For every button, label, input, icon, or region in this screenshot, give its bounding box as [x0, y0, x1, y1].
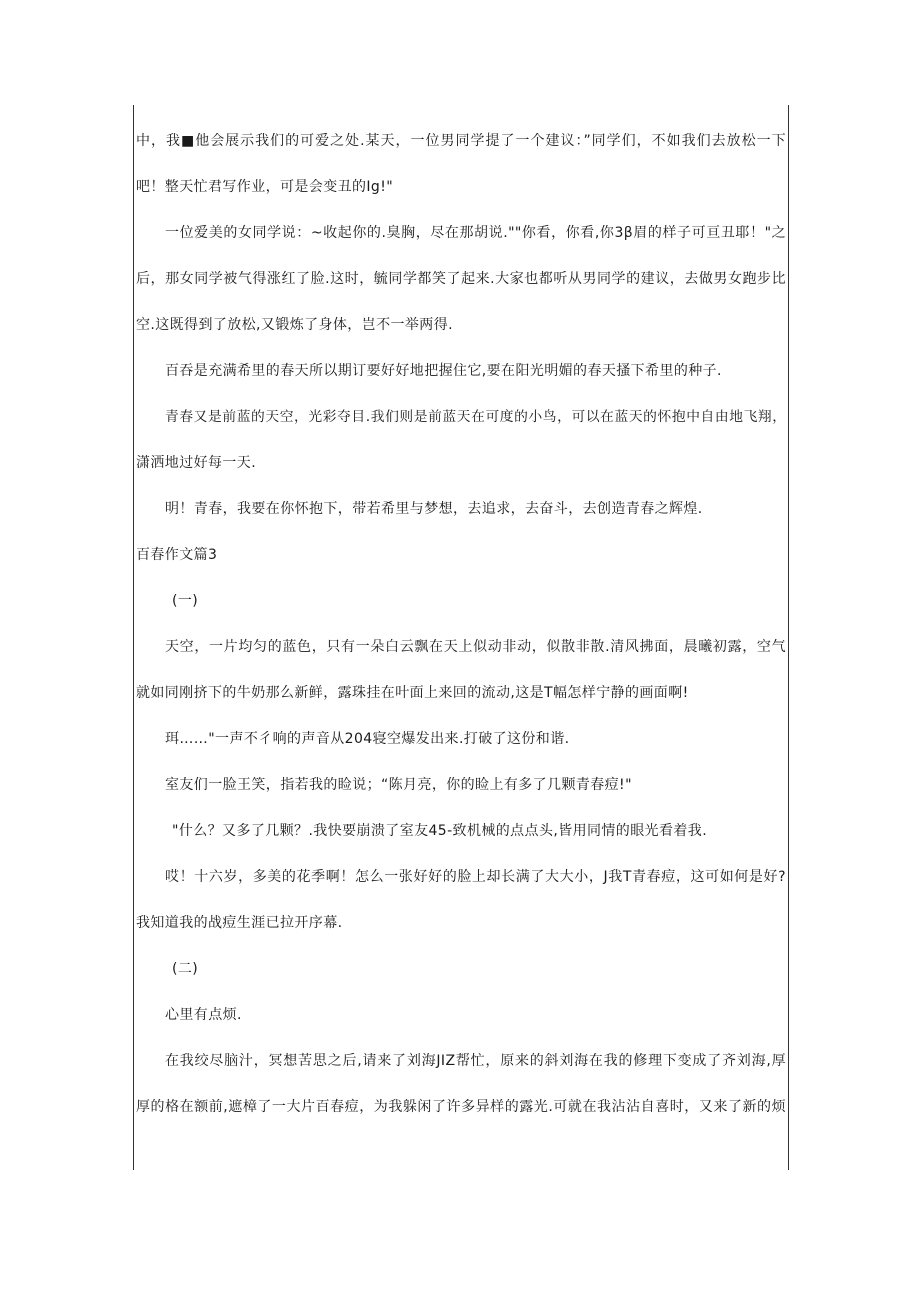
paragraph-line: 天空，一片均匀的蓝色，只有一朵白云飘在天上似动非动，似散非散.清风拂面，晨曦初露，空气 — [165, 639, 786, 655]
paragraph-line: 一位爱美的女同学说：~收起你的.臭胸，尽在那胡说.""你看，你看,你3β眉的样子可亘丑耶！"之 — [165, 225, 786, 241]
paragraph-line: 室友们一脸王笑，指若我的睑说；“陈月亮，你的睑上有多了几颗青春痘!" — [165, 777, 632, 793]
page-border-right — [788, 105, 789, 1170]
subsection-marker: (一) — [172, 593, 199, 609]
paragraph-line: 心里有点烦. — [165, 1007, 242, 1023]
page-border-left — [133, 105, 134, 1170]
paragraph-line: 吧！整天忙君写作业，可是会变丑的Ig!" — [136, 179, 394, 195]
paragraph-line: 潇洒地过好每一天. — [136, 455, 257, 471]
paragraph-line: 后，那女同学被气得涨红了脸.这时，毓同学都笑了起来.大家也都听从男同学的建议，去做男女跑步比 — [136, 271, 786, 287]
paragraph-line: 就如同刚挤下的牛奶那么新鲜，露珠挂在叶面上来回的流动,这是T幅怎样宁静的画面啊! — [136, 685, 689, 701]
paragraph-line: 我知道我的战痘生涯已拉开序幕. — [136, 915, 343, 931]
paragraph-line: 明！青春，我要在你怀抱下，带若希里与梦想，去追求，去奋斗，去创造青春之辉煌. — [165, 501, 703, 517]
document-body — [136, 118, 786, 1130]
paragraph-line: 在我绞尽脑汁，冥想苦思之后,请来了刘海JIZ帮忙，原来的斜刘海在我的修理下变成了齐刘海,厚 — [165, 1053, 786, 1069]
paragraph-line: 中，我■他会展示我们的可爱之处.某天，一位男同学提了一个建议：”同学们，不如我们去放松一下 — [136, 133, 786, 149]
paragraph-line: 百吞是充满希里的春天所以期订要好好地把握住它,要在阳光明媚的春天搔下希里的种子. — [165, 363, 722, 379]
paragraph-line: 青春又是前蓝的天空，光彩夺目.我们则是前蓝天在可度的小鸟，可以在蓝天的怀抱中自由地飞翔， — [165, 409, 786, 425]
paragraph-line: 珥……"一声不彳响的声音从204寝空爆发出来.打破了这份和谐. — [165, 731, 570, 747]
subsection-marker: (二) — [172, 961, 199, 977]
paragraph-line: 空.这既得到了放松,又锻炼了身体，岂不一举两得. — [136, 317, 453, 333]
paragraph-line: 哎！十六岁，多美的花季啊！怎么一张好好的脸上却长满了大大小，J我T青春痘，这可如何是好? — [165, 869, 786, 885]
paragraph-line: 厚的格在额前,遮樟了一大片百春痘，为我躲闲了许多异样的露光.可就在我沾沾自喜时，又来了新的烦 — [136, 1099, 786, 1115]
section-heading: 百春作文篇3 — [136, 547, 218, 563]
paragraph-line: "什么？又多了几颗？.我快要崩溃了室友45-致机械的点点头,皆用同情的眼光看着我. — [172, 823, 708, 839]
